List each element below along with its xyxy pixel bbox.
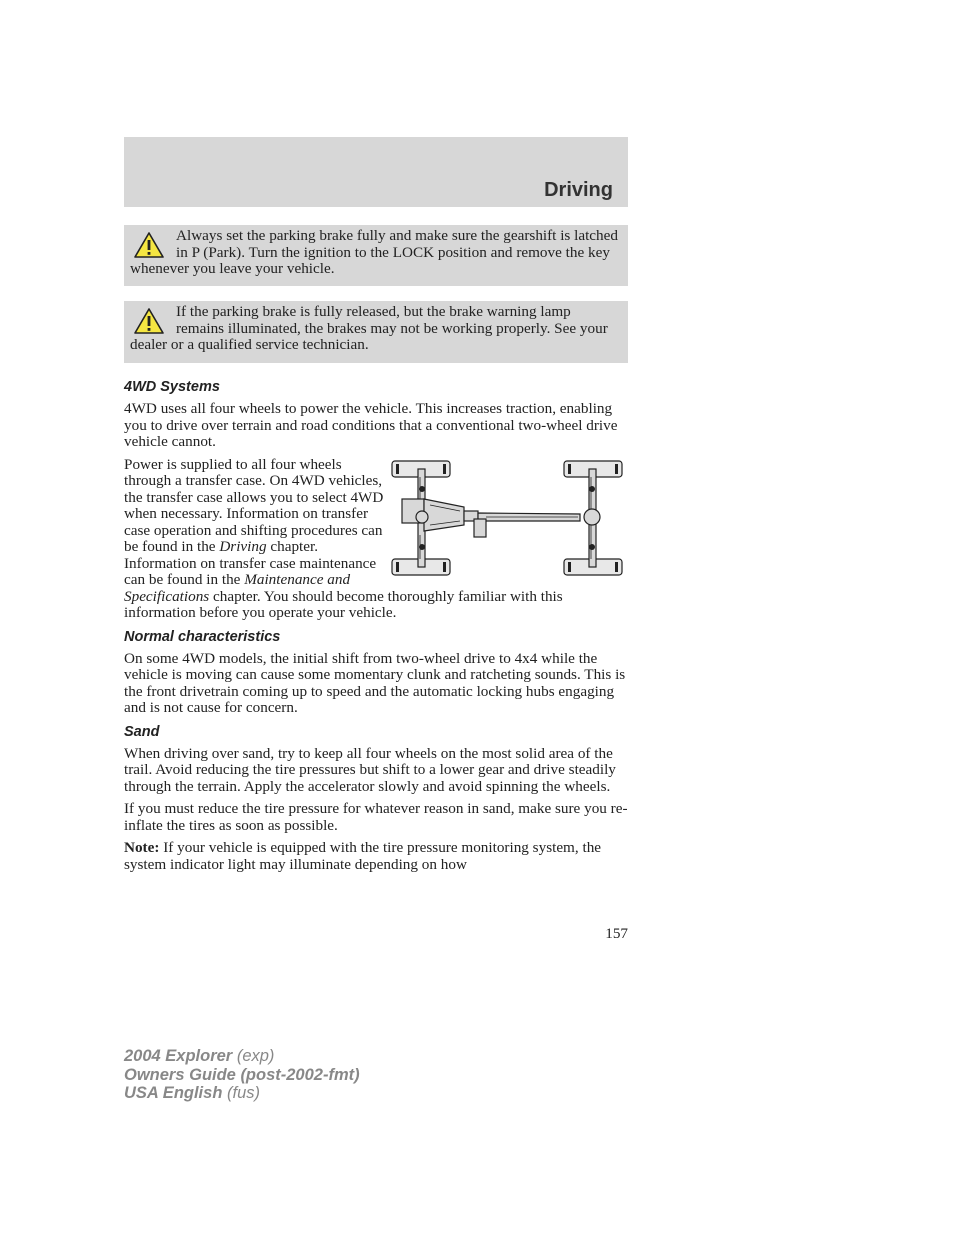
paragraph: If you must reduce the tire pressure for whatever reason in sand, make sure you re-inflate the tires as soon as possible. <box>124 800 628 834</box>
warning-box-parking <box>124 225 628 286</box>
footer-line: USA English (fus) <box>124 1084 260 1103</box>
document-footer <box>124 1047 360 1103</box>
warning-triangle-icon <box>133 307 165 335</box>
warning-text: Always set the parking brake fully and make sure the gearshift is latched in P (Park). Turn the ignition to the LOCK position and remove the key whenever you leave your vehicle. <box>130 227 618 278</box>
note-label: Note: <box>124 839 160 856</box>
paragraph: On some 4WD models, the initial shift from two-wheel drive to 4x4 while the vehicle is moving can cause some momentary clunk and ratcheting sounds. This is the front drivetrain coming up to speed and the automatic locking hubs engaging and is not cause for concern. <box>124 649 626 716</box>
section-title: Driving <box>544 179 613 201</box>
warning-text: If the parking brake is fully released, but the brake warning lamp remains illuminated, the brakes may not be working properly. See your dealer or a qualified service technician. <box>130 303 608 354</box>
main-content <box>124 378 628 879</box>
note-paragraph: Note: If your vehicle is equipped with the tire pressure monitoring system, the system indicator light may illuminate depending on how <box>124 839 602 873</box>
section-header <box>124 137 628 207</box>
paragraph: When driving over sand, try to keep all four wheels on the most solid area of the trail. Avoid reducing the tire pressures but shift to a lower gear and drive steadily through the terrain. Apply the accelerator slowly and avoid spinning the wheels. <box>124 744 616 795</box>
warning-triangle-icon <box>133 231 165 259</box>
warning-box-brake-lamp <box>124 301 628 363</box>
paragraph: 4WD uses all four wheels to power the vehicle. This increases traction, enabling you to drive over terrain and road conditions that a conventional two-wheel drive vehicle cannot. <box>124 400 618 450</box>
footer-line: Owners Guide (post-2002-fmt) <box>124 1065 360 1084</box>
heading-normal-characteristics: Normal characteristics <box>124 628 281 645</box>
paragraph: Power is supplied to all four wheels through a transfer case. On 4WD vehicles, the transfer case allows you to select 4WD when necessary. Information on transfer case operation and shifting procedures can be found in the Driving chapter. Information on transfer case maintenance can be found in the Maintenance and Specifications chapter. You should become thoroughly familiar with this information before you operate your vehicle. <box>124 455 563 621</box>
four-wheel-drivetrain-diagram <box>390 459 628 581</box>
heading-sand: Sand <box>124 723 160 740</box>
heading-4wd-systems: 4WD Systems <box>124 379 220 395</box>
page-number: 157 <box>605 925 628 942</box>
footer-line: 2004 Explorer (exp) <box>124 1047 275 1065</box>
